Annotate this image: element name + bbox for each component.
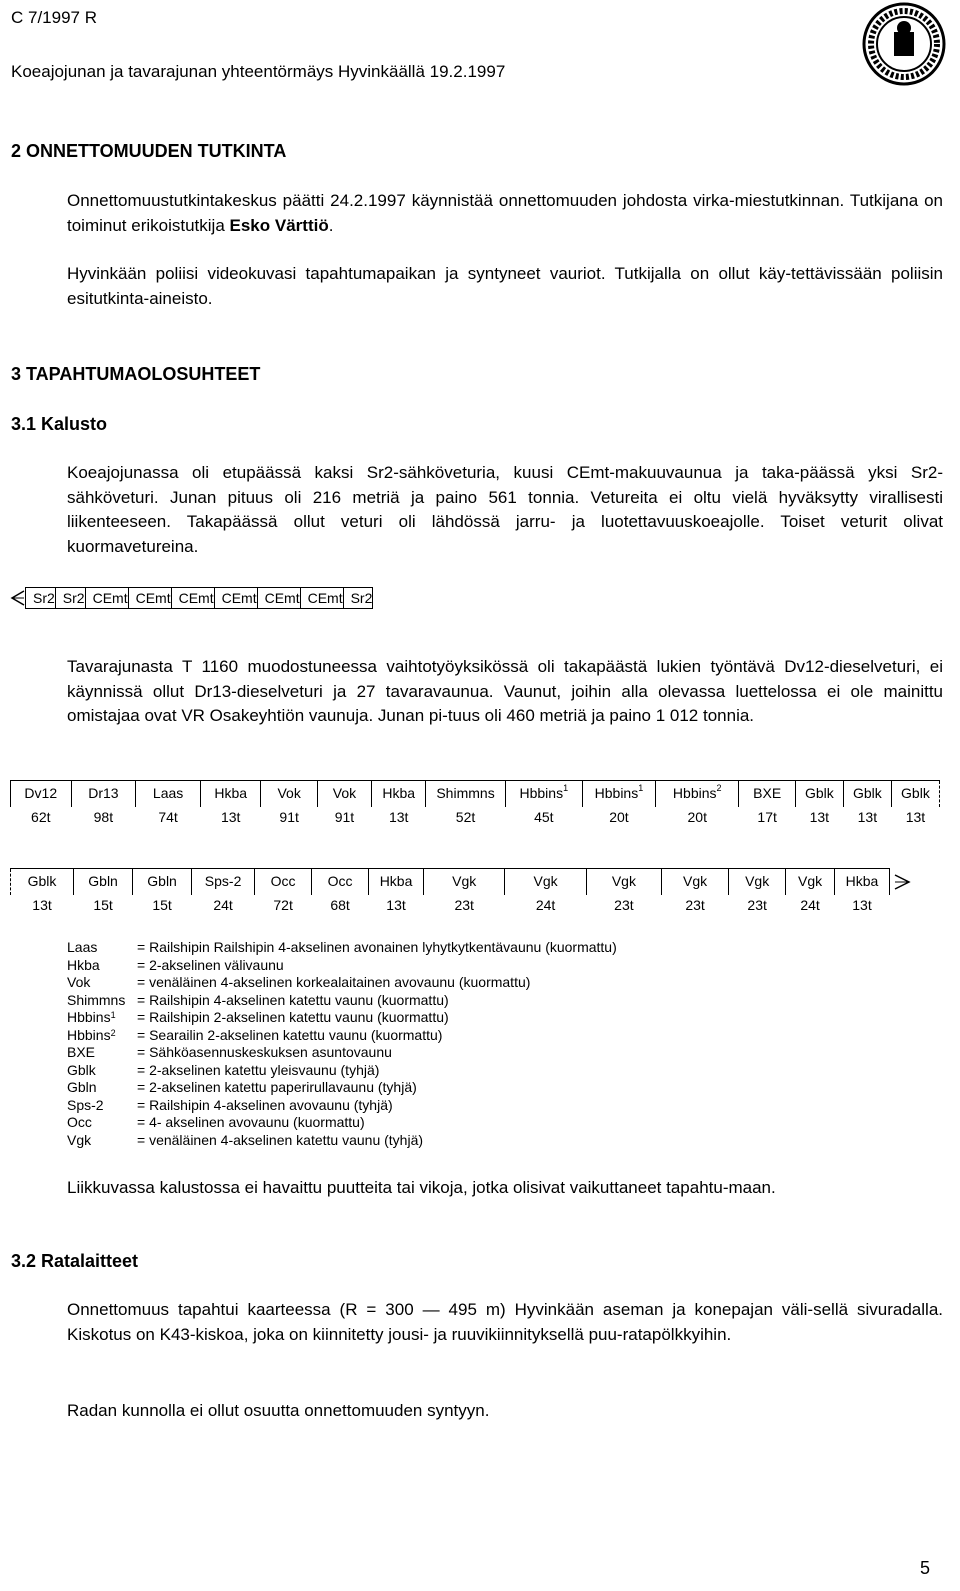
legend-row [67,974,617,992]
car-type: BXE [739,781,795,808]
legend-description: = Sähköasennuskeskuksen asuntovaunu [137,1044,392,1060]
legend-key: Sps-2 [67,1096,104,1113]
car-weight: 13t [905,809,926,825]
legend-row [67,992,617,1010]
legend-description: = 2-akselinen katettu paperirullavaunu (tyhjä) [137,1079,417,1095]
legend-description: = venäläinen 4-akselinen korkealaitainen avovaunu (kuormattu) [137,974,531,990]
test-train-car: CEmt [300,588,343,609]
legend-key: Vok [67,974,91,990]
legend-description: = Railshipin 4-akselinen katettu vaunu (kuormattu) [137,991,449,1008]
car-weight: 24t [800,897,820,913]
car-type: Vok [317,781,371,808]
page-number: 5 [920,1558,931,1578]
legend-description: = Railshipin 4-akselinen avovaunu (tyhjä) [137,1096,393,1113]
section-3-2-paragraph-2: Radan kunnolla ei ollut osuutta onnettomuuden syntyyn. [67,1401,490,1420]
car-type: Sps-2 [192,869,255,896]
section-2-paragraph-1 [67,189,943,238]
car-type: Laas [136,781,201,808]
car-weight: 23t [747,897,767,913]
car-weight: 72t [273,897,293,913]
section-3-1-paragraph-1: Koeajojunassa oli etupäässä kaksi Sr2-sähköveturia, kuusi CEmt-makuuvaunua ja taka-päässä yksi Sr2-sähköveturi. Junan pituus oli 216 metriä ja paino 561 tonnia. Vetureita ei oltu vielä hyväksytty virallisesti liikenteeseen. Takapäässä ollut veturi oli lähdössä jarru- ja luotettavuuskoeajolle. Toiset veturit olivat kuormavetureina. [67,463,943,556]
legend-description: = 2-akselinen välivaunu [137,956,284,973]
car-weight: 13t [857,809,878,825]
car-type: Hkba [834,869,889,896]
car-type-legend [67,939,617,1149]
legend-key: Gblk [67,1061,96,1078]
freight-train-row-1 [10,780,940,831]
car-type: Occ [312,869,369,896]
car-weight: 13t [388,809,409,825]
direction-arrow-right-icon [893,870,913,894]
test-train-car: Sr2 [343,588,373,609]
direction-arrow-left-icon [10,587,26,609]
section-2-paragraph-2: Hyvinkään poliisi videokuvasi tapahtumapaikan ja syntyneet vauriot. Tutkijalla on ollut käy-tettävissään poliisin esitutkinta-aineisto. [67,264,943,308]
test-train-car: CEmt [128,588,171,609]
test-train-car: CEmt [85,588,128,609]
legend-key: Hkba [67,956,100,973]
car-weight: 74t [158,809,178,825]
car-weight: 20t [687,809,707,825]
legend-row [67,1009,617,1027]
car-weight: 13t [809,809,830,825]
car-weight: 15t [93,897,113,913]
legend-key: Hbbins$^1$ [67,1009,116,1025]
car-weight: 13t [852,897,872,913]
test-train-car: CEmt [171,588,214,609]
car-weight: 62t [31,809,51,825]
legend-key: Vgk [67,1131,92,1148]
car-type: Gblk [843,781,891,808]
car-type: Gblk [795,781,843,808]
legend-row [67,1079,617,1097]
section-3-1-paragraph-2: Tavarajunasta T 1160 muodostuneessa vaihtotyöyksikössä oli takapäästä lukien työntävä Dv12-dieselveturi, ei käynnissä ollut Dr13-dieselveturi ja 27 tavaravaunua. Vaunut, joihin alla olevassa luettelossa ei ole mainittu omistajaa ovat VR Osakeyhtiön vaunuja. Junan pi-tuus oli 460 metriä ja paino 1 012 tonnia. [67,657,943,725]
legend-row [67,939,617,957]
car-type: Hbbins$^1$ [505,781,582,808]
legend-row [67,1044,617,1062]
legend-key: BXE [67,1044,96,1060]
car-weight: 68t [330,897,350,913]
car-type: Vgk [786,869,835,896]
car-type: Gbln [74,869,133,896]
car-weight: 23t [614,897,634,913]
car-type: Dr13 [71,781,136,808]
car-type: Vgk [424,869,505,896]
car-type: Hkba [369,869,424,896]
test-train-car: Sr2 [55,588,85,609]
car-weight: 24t [213,897,233,913]
legend-key: Hbbins$^2$ [67,1026,116,1043]
legend-description: = 2-akselinen katettu yleisvaunu (tyhjä) [137,1061,380,1078]
doc-title: Koeajojunan ja tavarajunan yhteentörmäys Hyvinkäällä 19.2.1997 [11,62,506,81]
car-type: Gblk [11,869,74,896]
legend-key: Gbln [67,1079,97,1095]
legend-description: = Railshipin 2-akselinen katettu vaunu (kuormattu) [137,1009,449,1025]
car-weight: 13t [32,897,52,913]
subsection-3-1-heading: 3.1 Kalusto [11,414,108,434]
legend-row [67,957,617,975]
legend-description: = Railshipin Railshipin 4-akselinen avonainen lyhytkytkentävaunu (kuormattu) [137,939,617,955]
logo-seal [858,0,950,92]
test-train-car: CEmt [214,588,257,609]
car-weight: 23t [454,897,474,913]
legend-row [67,1097,617,1115]
freight-train-row-2 [10,868,890,919]
legend-row [67,1027,617,1045]
section-3-heading: 3 TAPAHTUMAOLOSUHTEET [11,364,261,384]
legend-row [67,1062,617,1080]
car-type: Hkba [200,781,261,808]
test-train-car: CEmt [257,588,300,609]
car-weight: 91t [279,809,299,825]
car-type: Vgk [662,869,729,896]
legend-description: = 4- akselinen avovaunu (kuormattu) [137,1114,365,1130]
car-type: Dv12 [11,781,72,808]
car-type: Gblk [891,781,939,808]
legend-description: = Searailin 2-akselinen katettu vaunu (kuormattu) [137,1026,443,1043]
legend-key: Laas [67,939,98,955]
car-type: Hbbins$^1$ [582,781,655,808]
test-train-car: Sr2 [26,588,56,609]
car-type: Gbln [133,869,192,896]
car-weight: 20t [609,809,629,825]
p1-text: Onnettomuustutkintakeskus päätti 24.2.1997 käynnistää onnettomuuden johdosta virka-miestutkinnan. Tutkijana on toiminut erikoistutkija [67,191,943,235]
car-type: Vgk [729,869,786,896]
legend-description: = venäläinen 4-akselinen katettu vaunu (tyhjä) [137,1131,424,1148]
section-3-2-paragraph-1: Onnettomuus tapahtui kaarteessa (R = 300 — 495 m) Hyvinkään aseman ja konepajan väli-sellä sivuradalla. Kiskotus on K43-kiskoa, joka on kiinnitetty jousi- ja ruuvikiinnityksellä puu-ratapölkkyihin. [67,1300,943,1344]
section-3-1-paragraph-3: Liikkuvassa kalustossa ei havaittu puutteita tai vikoja, jotka olisivat vaikuttaneet tapahtu-maan. [67,1178,776,1197]
legend-row [67,1132,617,1150]
car-weight: 24t [535,897,556,913]
car-type: Shimmns [426,781,505,808]
car-weight: 98t [93,809,114,825]
car-weight: 13t [220,809,241,825]
p1-end: . [328,215,334,235]
car-type: Occ [255,869,312,896]
car-weight: 15t [152,897,172,913]
car-weight: 13t [386,897,406,913]
car-weight: 52t [455,809,476,825]
car-type: Vgk [586,869,661,896]
car-type: Hbbins$^2$ [655,781,739,808]
subsection-3-2-heading: 3.2 Ratalaitteet [11,1251,139,1271]
car-type: Vgk [505,869,586,896]
car-type: Vok [261,781,317,808]
car-weight: 91t [334,809,355,825]
doc-code: C 7/1997 R [11,8,97,27]
car-weight: 45t [534,809,554,825]
legend-row [67,1114,617,1132]
investigator-name: Esko Värttiö [229,215,329,235]
legend-key: Shimmns [67,991,126,1008]
car-weight: 23t [685,897,705,913]
car-type: Hkba [372,781,426,808]
car-weight: 17t [757,809,777,825]
legend-key: Occ [67,1114,92,1130]
section-2-heading: 2 ONNETTOMUUDEN TUTKINTA [11,141,287,161]
